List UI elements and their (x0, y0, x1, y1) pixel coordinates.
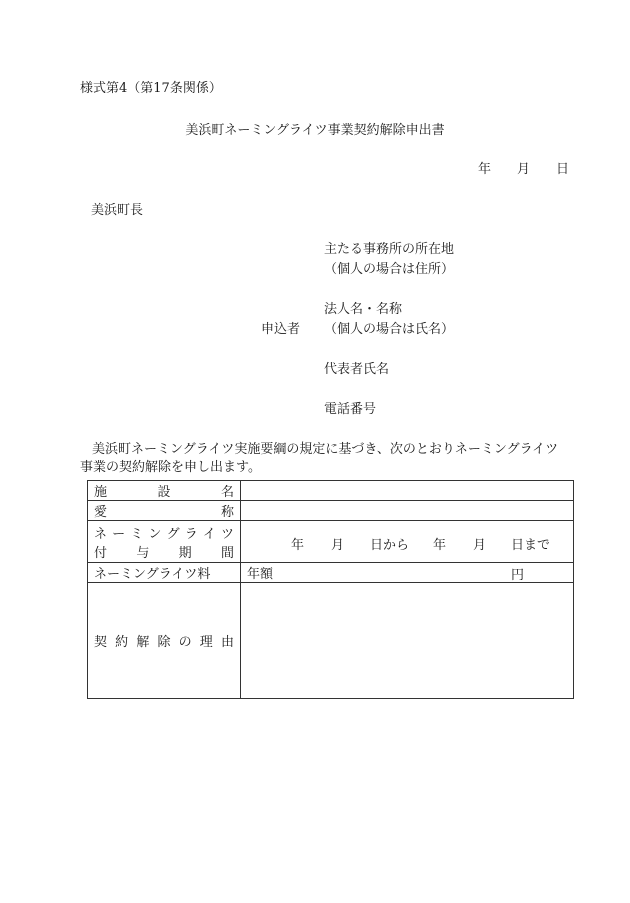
office-address-note: （個人の場合は住所） (324, 262, 455, 277)
period-start-month: 月 (331, 538, 345, 553)
fee-unit: 円 (511, 568, 525, 583)
date-year: 年 (478, 162, 492, 177)
period-start-day: 日から (370, 538, 410, 553)
period-start-year: 年 (291, 538, 305, 553)
fee-label: ネーミングライツ料 (88, 563, 241, 583)
reason-row (88, 583, 574, 699)
reason-label: 契 約 解 除 の 理 由 (88, 583, 241, 699)
document-title: 美浜町ネーミングライツ事業契約解除申出書 (185, 123, 445, 138)
period-label: ネ ー ミ ン グ ラ イ ツ 付 与 期 間 (88, 521, 241, 563)
facility-name-value[interactable] (241, 481, 574, 501)
body-text-line1: 美浜町ネーミングライツ実施要綱の規定に基づき、次のとおりネーミングライツ (92, 442, 559, 457)
date-day: 日 (556, 162, 570, 177)
facility-name-label: 施 設 名 (88, 481, 241, 501)
period-row (88, 521, 574, 563)
detail-table (87, 480, 574, 699)
period-end-year: 年 (433, 538, 447, 553)
form-number: 様式第4（第17条関係） (80, 81, 222, 96)
nickname-label: 愛 称 (88, 501, 241, 521)
facility-row (88, 481, 574, 501)
period-end-day: 日まで (511, 538, 551, 553)
fee-row (88, 563, 574, 583)
corp-name-label: 法人名・名称 (324, 302, 403, 317)
phone-label: 電話番号 (324, 402, 377, 417)
period-value[interactable] (241, 521, 574, 563)
addressee: 美浜町長 (91, 203, 144, 218)
representative-label: 代表者氏名 (324, 362, 390, 377)
office-address-label: 主たる事務所の所在地 (324, 242, 455, 257)
applicant-label: 申込者 (261, 322, 301, 337)
nickname-row (88, 501, 574, 521)
fee-prefix: 年額 (247, 567, 274, 582)
nickname-value[interactable] (241, 501, 574, 521)
reason-value[interactable] (241, 583, 574, 699)
fee-value[interactable] (241, 563, 574, 583)
corp-name-note: （個人の場合は氏名） (324, 322, 455, 337)
period-end-month: 月 (473, 538, 487, 553)
body-text (80, 441, 580, 477)
date-month: 月 (517, 162, 531, 177)
body-text-line2: 事業の契約解除を申し出ます。 (80, 460, 261, 475)
